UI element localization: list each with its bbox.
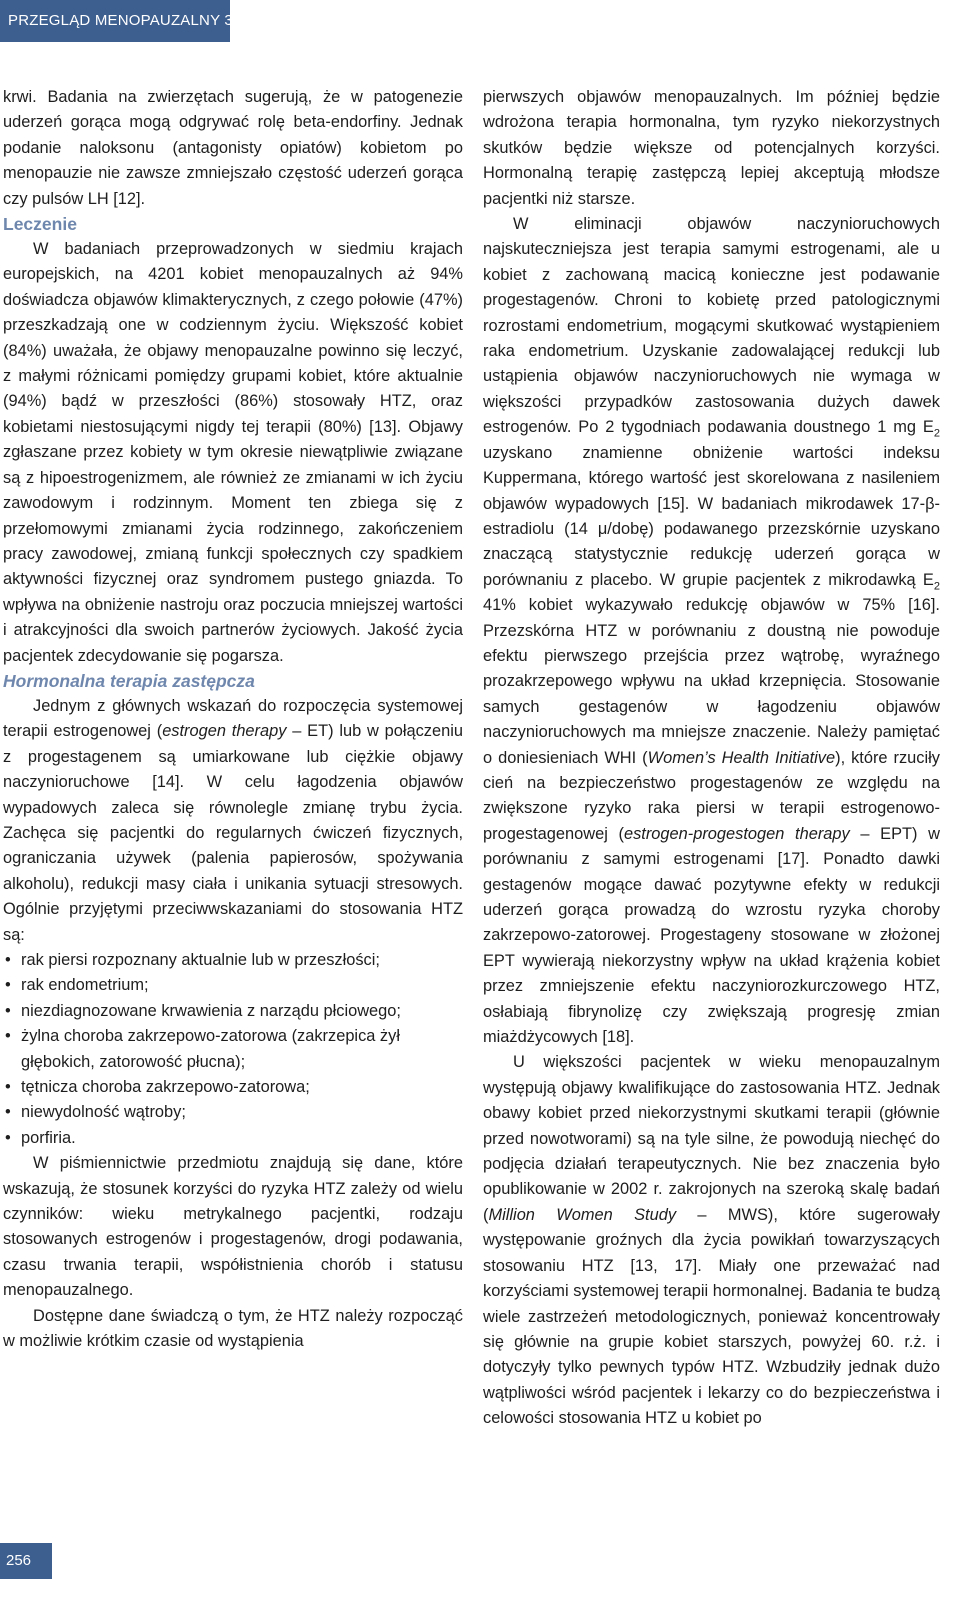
list-item: • niezdiagnozowane krwawienia z narządu płciowego; <box>3 999 463 1024</box>
page-number: 256 <box>0 1543 52 1579</box>
section-heading-leczenie: Leczenie <box>3 214 77 235</box>
paragraph: Jednym z głównych wskazań do rozpoczęcia systemowej terapii estrogenowej (estrogen therapy – ET) lub w połączeniu z progestagenem są umiarkowane lub ciężkie objawy naczynioruchowe [14]. W celu łagodzenia objawów wypadowych zaleca się równolegle zmianę trybu życia. Zachęca się pacjentki do regularnych ćwiczeń fizycznych, ograniczania używek (palenia papierosów, spożywania alkoholu), redukcji masy ciała i unikania sytuacji stresowych. Ogólnie przyjętymi przeciwwskazaniami do stosowania HTZ są: <box>3 696 463 944</box>
contraindication-list <box>3 948 463 1151</box>
paragraph: W piśmiennictwie przedmiotu znajdują się dane, które wskazują, że stosunek korzyści do ryzyka HTZ zależy od wielu czynników: wieku metrykalnego pacjentki, rodzaju stosowanych estrogenów i progestagenów, drogi podawania, czasu trwania terapii, współistnienia chorób i statusu menopauzalnego. <box>3 1154 463 1300</box>
left-column <box>3 85 463 1355</box>
list-item: • tętnicza choroba zakrzepowo-zatorowa; <box>3 1075 463 1100</box>
paragraph: Dostępne dane świadczą o tym, że HTZ należy rozpocząć w możliwie krótkim czasie od wystąpienia <box>3 1306 463 1351</box>
right-column <box>483 85 940 1432</box>
paragraph: pierwszych objawów menopauzalnych. Im później będzie wdrożona terapia hormonalna, tym ryzyko niekorzystnych skutków będzie większe od potencjalnych korzyści. Hormonalną terapię zastępczą lepiej akceptują młodsze pacjentki niż starsze. <box>483 88 940 208</box>
list-item: • żylna choroba zakrzepowo-zatorowa (zakrzepica żył głębokich, zatorowość płucna); <box>3 1024 463 1075</box>
list-item: • porfiria. <box>3 1126 463 1151</box>
paragraph: W badaniach przeprowadzonych w siedmiu krajach europejskich, na 4201 kobiet menopauzalnych aż 94% doświadcza objawów klimakterycznych, z czego połowie (47%) przeszkadzają one w codziennym życiu. Większość kobiet (84%) uważała, że objawy menopauzalne powinno się leczyć, z małymi różnicami pomiędzy grupami kobiet, które aktualnie (94%) bądź w przeszłości (86%) stosowały HTZ, oraz kobietami niestosującymi nigdy tej terapii (80%) [13]. Objawy zgłaszane przez kobiety w tym okresie niewątpliwie związane są z hipoestrogenizmem, ale również ze zmianami w ich życiu zawodowym i rodzinnym. Moment ten zbiega się z przełomowymi zmianami życia rodzinnego, zakończeniem pracy zawodowej, zmianą funkcji społecznych czy spadkiem aktywności fizycznej oraz syndromem pustego gniazda. To wpływa na obniżenie nastroju oraz poczucia mniejszej wartości i atrakcyjności dla swoich partnerów życiowych. Jakość życia pacjentek zdecydowanie się pogarsza. <box>3 240 463 665</box>
paragraph: U większości pacjentek w wieku menopauzalnym występują objawy kwalifikujące do zastosowania HTZ. Jednak obawy kobiet przed niekorzystnymi skutkami terapii (głównie przed nowotworami) są na tyle silne, że powodują niechęć do podjęcia działań terapeutycznych. Nie bez znaczenia było opublikowanie w 2002 r. zakrojonych na szeroką skalę badań (Million Women Study – MWS), które sugerowały występowanie groźnych dla życia powikłań towarzyszących stosowaniu HTZ [13, 17]. Miały one przeważać nad korzyściami systemowej terapii hormonalnej. Badania te budzą wiele zastrzeżeń metodologicznych, ponieważ koncentrowały się głównie na grupie kobiet starszych, powyżej 60. r.ż. i dotyczyły tylko pewnych typów HTZ. Wzbudziły jednak dużo wątpliwości wśród pacjentek i lekarzy co do bezpieczeństwa i celowości stosowania HTZ u kobiet po <box>483 1053 940 1428</box>
paragraph: krwi. Badania na zwierzętach sugerują, że w patogenezie uderzeń gorąca mogą odgrywać rolę beta-endorfiny. Jednak podanie naloksonu (antagonisty opiatów) kobietom po menopauzie nie zawsze zmniejszało częstość uderzeń gorąca czy pulsów LH [12]. <box>3 88 463 208</box>
list-item: • rak piersi rozpoznany aktualnie lub w przeszłości; <box>3 948 463 973</box>
paragraph: W eliminacji objawów naczynioruchowych najskuteczniejsza jest terapia samymi estrogenami, ale u kobiet z zachowaną macicą konieczne jest podawanie progestagenów. Chroni to kobietę przed patologicznymi rozrostami endometrium, mogącymi skutkować wystąpieniem raka endometrium. Uzyskanie zadowalającej redukcji lub ustąpienia objawów naczynioruchowych nie wymaga w większości przypadków zastosowania dużych dawek estrogenów. Po 2 tygodniach podawania doustnego 1 mg $E_2$ uzyskano znamienne obniżenie wartości indeksu Kuppermana, którego wartość jest skorelowana z nasileniem objawów wypadowych [15]. W badaniach mikrodawek 17-β-estradiolu (14 μ/dobę) podawanego przezskórnie uzyskano znaczącą statystycznie redukcję uderzeń gorąca w porównaniu z placebo. W grupie pacjentek z mikrodawką $E_2$ 41% kobiet wykazywało redukcję objawów w 75% [16]. Przezskórna HTZ w porównaniu z doustną nie powoduje efektu pierwszego przejścia przez wątrobę, wyraźnego prozakrzepowego wpływu na układ krzepnięcia. Stosowanie samych gestagenów w łagodzeniu objawów naczynioruchowych ma mniejsze znaczenie. Należy pamiętać o doniesieniach WHI (Women’s Health Initiative), które rzuciły cień na bezpieczeństwo progestagenów ze względu na zwiększone ryzyko raka piersi w terapii estrogenowo-progestagenowej (estrogen-progestogen therapy – EPT) w porównaniu z samymi estrogenami [17]. Ponadto dawki gestagenów mogące dawać pozytywne efekty w redukcji uderzeń gorąca prowadzą do wzrostu ryzyka choroby zakrzepowo-zatorowej. Progestageny stosowane w złożonej EPT wywierają niekorzystny wpływ na układ krążenia kobiet przez zmniejszenie efektu naczyniorozkurczowego HTZ, osłabiają fibrynolizę czy zwiększają progresję zmian miażdżycowych [18]. <box>483 215 940 1047</box>
list-item: • niewydolność wątroby; <box>3 1100 463 1125</box>
list-item: • rak endometrium; <box>3 973 463 998</box>
journal-header: PRZEGLĄD MENOPAUZALNY 3/2011 <box>0 0 230 42</box>
section-heading-htz: Hormonalna terapia zastępcza <box>3 670 255 691</box>
